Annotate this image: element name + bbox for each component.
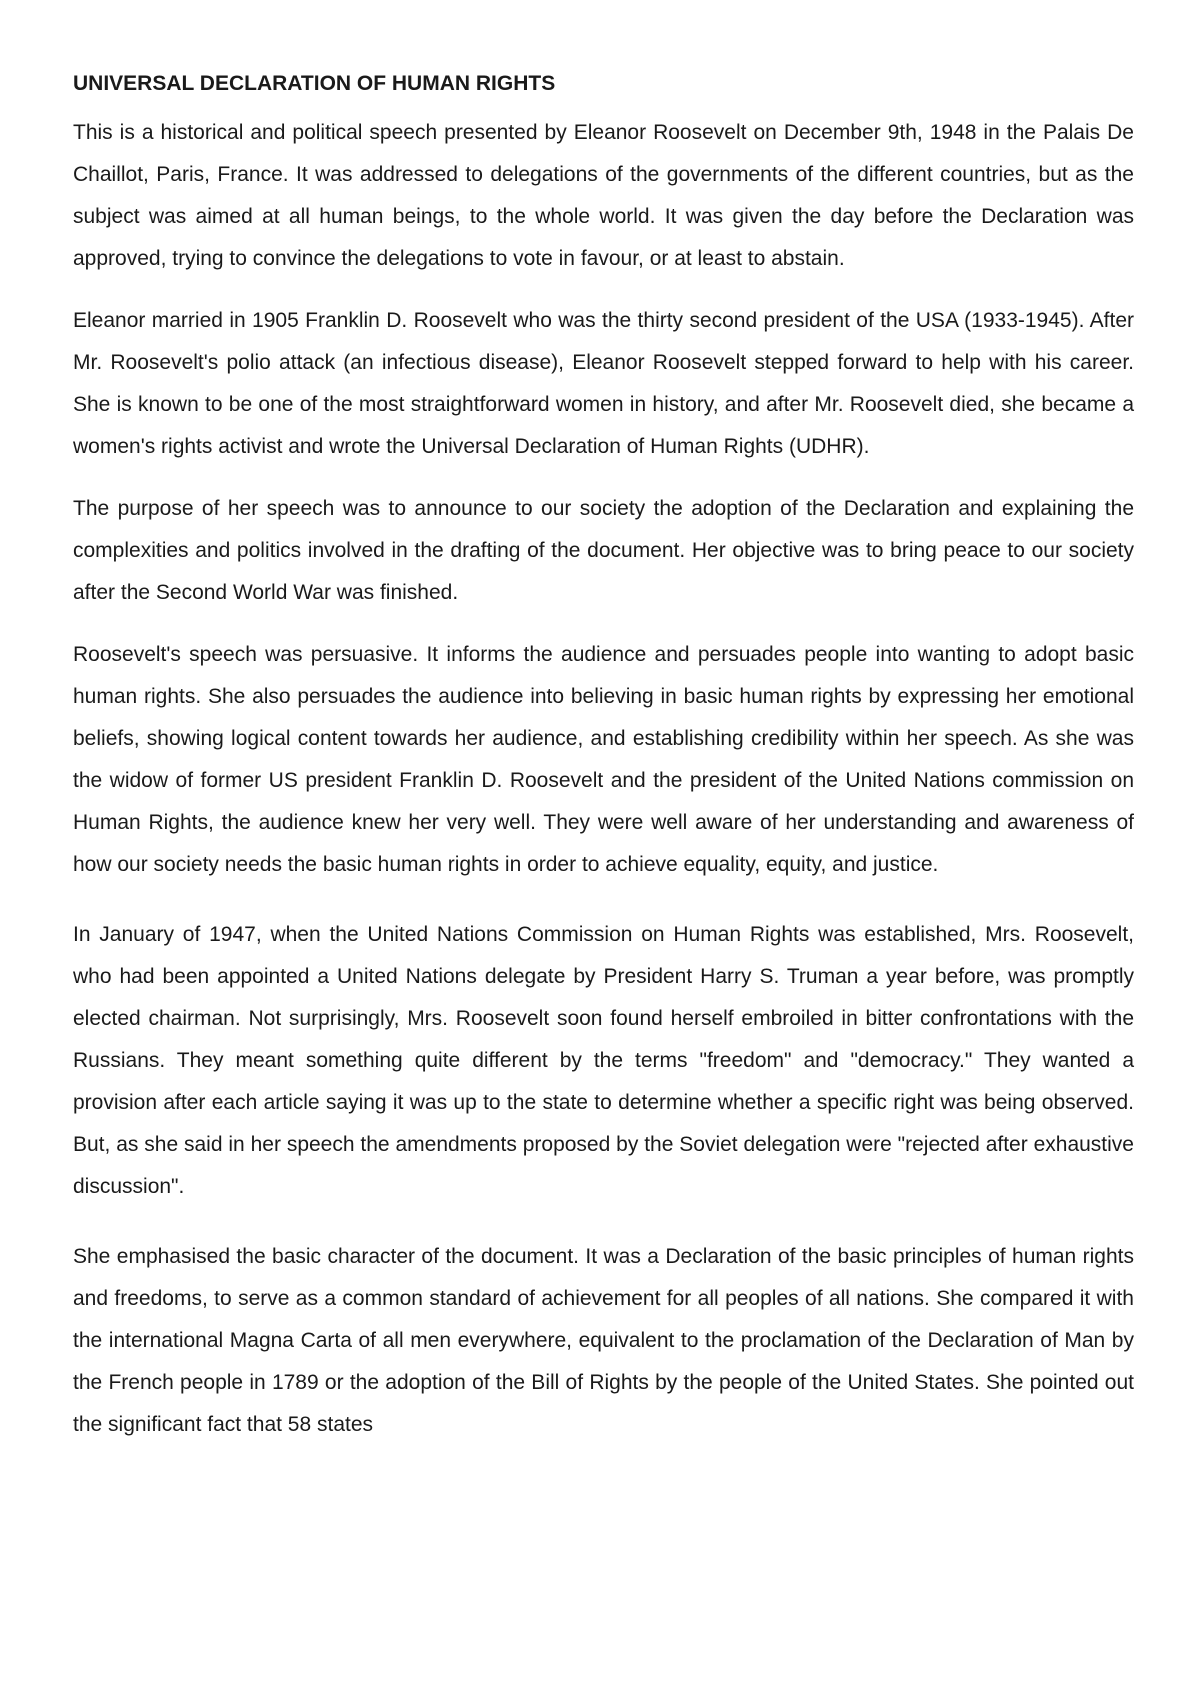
paragraph-persuasion: Roosevelt's speech was persuasive. It informs the audience and persuades people into wanting to adopt basic human rights. She also persuades the audience into believing in basic human rights by expressing her emotional beliefs, showing logical content towards her audience, and establishing credibility within her speech. As she was the widow of former US president Franklin D. Roosevelt and the president of the United Nations commission on Human Rights, the audience knew her very well. They were well aware of her understanding and awareness of how our society needs the basic human rights in order to achieve equality, equity, and justice. (73, 643, 1134, 876)
paragraph-document-character: She emphasised the basic character of the document. It was a Declaration of the basic principles of human rights and freedoms, to serve as a common standard of achievement for all peoples of all nations. She compared it with the international Magna Carta of all men everywhere, equivalent to the proclamation of the Declaration of Man by the French people in 1789 or the adoption of the Bill of Rights by the people of the United States. She pointed out the significant fact that 58 states (73, 1245, 1134, 1436)
document-title: UNIVERSAL DECLARATION OF HUMAN RIGHTS (73, 72, 556, 95)
paragraph-eleanor-biography: Eleanor married in 1905 Franklin D. Roosevelt who was the thirty second president of the USA (1933-1945). After Mr. Roosevelt's polio attack (an infectious disease), Eleanor Roosevelt stepped forward to help with his career. She is known to be one of the most straightforward women in history, and after Mr. Roosevelt died, she became a women's rights activist and wrote the Universal Declaration of Human Rights (UDHR). (73, 309, 1134, 458)
paragraph-speech-purpose: The purpose of her speech was to announce to our society the adoption of the Declaration and explaining the complexities and politics involved in the drafting of the document. Her objective was to bring peace to our society after the Second World War was finished. (73, 497, 1134, 604)
paragraph-speech-context: This is a historical and political speech presented by Eleanor Roosevelt on December 9th, 1948 in the Palais De Chaillot, Paris, France. It was addressed to delegations of the governments of the different countries, but as the subject was aimed at all human beings, to the whole world. It was given the day before the Declaration was approved, trying to convince the delegations to vote in favour, or at least to abstain. (73, 121, 1134, 270)
document-page (73, 70, 1134, 1466)
paragraph-commission-history: In January of 1947, when the United Nations Commission on Human Rights was established, Mrs. Roosevelt, who had been appointed a United Nations delegate by President Harry S. Truman a year before, was promptly elected chairman. Not surprisingly, Mrs. Roosevelt soon found herself embroiled in bitter confrontations with the Russians. They meant something quite different by the terms "freedom" and "democracy." They wanted a provision after each article saying it was up to the state to determine whether a specific right was being observed. But, as she said in her speech the amendments proposed by the Soviet delegation were "rejected after exhaustive discussion". (73, 923, 1134, 1198)
